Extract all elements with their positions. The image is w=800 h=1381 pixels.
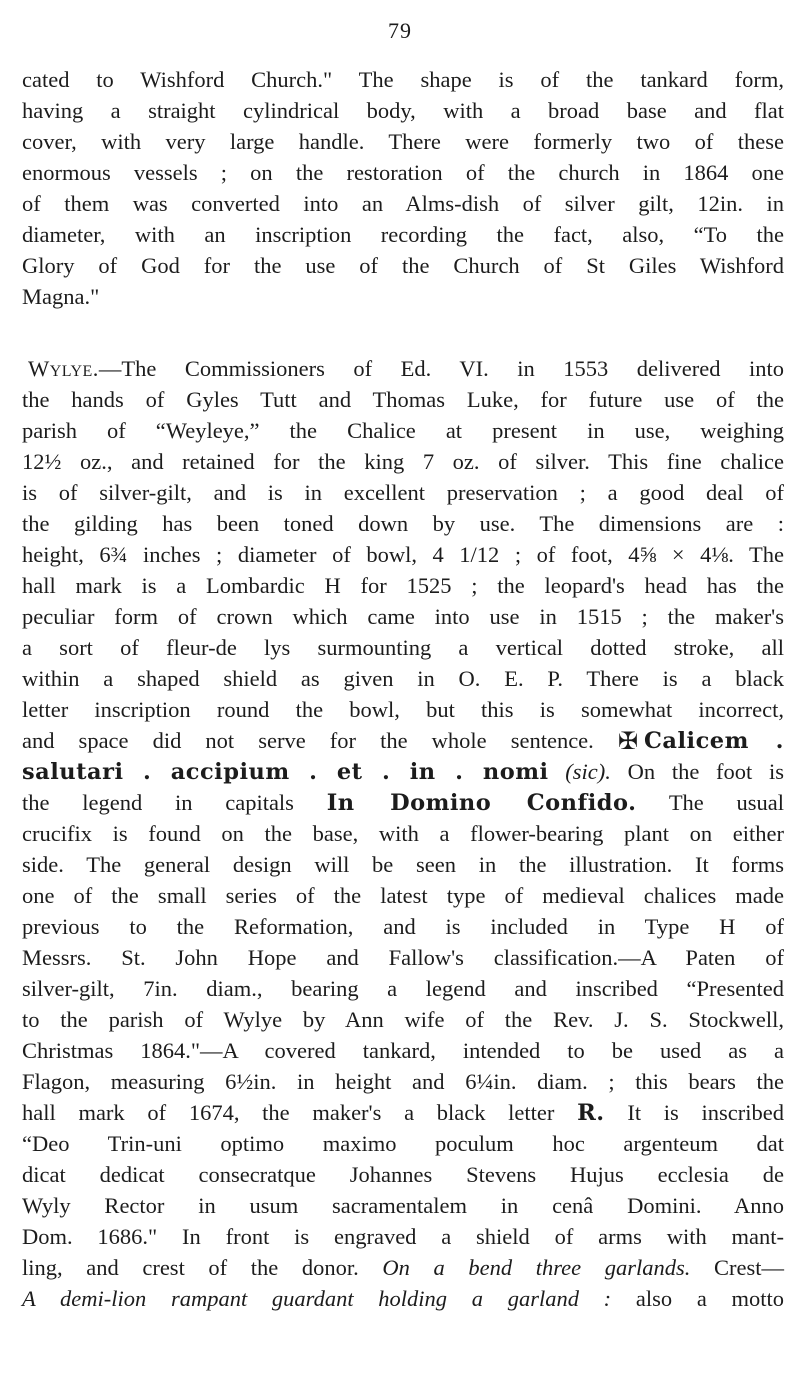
cross-pattee-icon: ✠: [617, 727, 638, 755]
blackletter-inscription: R.: [577, 1100, 605, 1126]
text-line: Messrs. St. John Hope and Fallow's classification.—A Paten of: [22, 945, 784, 970]
text-line: “Deo Trin-uni optimo maximo poculum hoc argenteum dat: [22, 1131, 784, 1156]
text-segment: On the foot is: [627, 759, 784, 784]
text-line: peculiar form of crown which came into use in 1515 ; the maker's: [22, 604, 784, 629]
text-segment: Crest—: [714, 1255, 785, 1280]
text-line: diameter, with an inscription recording the fact, also, “To the: [22, 222, 784, 247]
text-line: height, 6¾ inches ; diameter of bowl, 4 1/12 ; of foot, 4⅝ × 4⅛. The: [22, 542, 784, 567]
section-heading: Wylye.: [28, 356, 99, 381]
text-line: cover, with very large handle. There were formerly two of these: [22, 129, 784, 154]
text-line: [22, 1252, 784, 1283]
text-segment: also a motto: [635, 1286, 785, 1311]
text-line: 12½ oz., and retained for the king 7 oz. of silver. This fine chalice: [22, 449, 784, 474]
text-line: previous to the Reformation, and is included in Type H of: [22, 914, 784, 939]
text-line: Magna.": [22, 284, 100, 309]
text-segment: ling, and crest of the donor.: [22, 1255, 359, 1280]
text-line: to the parish of Wylye by Ann wife of the Rev. J. S. Stockwell,: [22, 1007, 784, 1032]
blackletter-inscription: In Domino Confido.: [326, 790, 637, 816]
text-segment: and space did not serve for the whole sentence.: [22, 728, 594, 753]
text-line: the gilding has been toned down by use. The dimensions are :: [22, 511, 784, 536]
text-line: one of the small series of the latest type of medieval chalices made: [22, 883, 784, 908]
text-line: cated to Wishford Church." The shape is of the tankard form,: [22, 67, 784, 92]
paragraph-wylye: [22, 353, 784, 1314]
text-line: [22, 725, 784, 756]
text-line: of them was converted into an Alms-dish of silver gilt, 12in. in: [22, 191, 784, 216]
text-segment: hall mark of 1674, the maker's a black letter: [22, 1100, 555, 1125]
text-line: parish of “Weyleye,” the Chalice at present in use, weighing: [22, 418, 784, 443]
text-line: Christmas 1864."—A covered tankard, intended to be used as a: [22, 1038, 784, 1063]
text-line: [22, 787, 784, 818]
text-line: [22, 353, 784, 384]
text-line: the hands of Gyles Tutt and Thomas Luke, for future use of the: [22, 387, 784, 412]
text-line: letter inscription round the bowl, but this is somewhat incorrect,: [22, 697, 784, 722]
text-line: crucifix is found on the base, with a flower-bearing plant on either: [22, 821, 784, 846]
text-line: Glory of God for the use of the Church of St Giles Wishford: [22, 253, 784, 278]
page-number: 79: [388, 18, 412, 43]
text-line: [22, 1097, 784, 1128]
blackletter-inscription: Calicem .: [643, 728, 785, 754]
text-line: enormous vessels ; on the restoration of the church in 1864 one: [22, 160, 784, 185]
text-line: side. The general design will be seen in the illustration. It forms: [22, 852, 784, 877]
text-line: hall mark is a Lombardic H for 1525 ; the leopard's head has the: [22, 573, 784, 598]
text-line: silver-gilt, 7in. diam., bearing a legend and inscribed “Presented: [22, 976, 784, 1001]
text-segment: the legend in capitals: [22, 790, 294, 815]
heraldic-description: On a bend three garlands.: [382, 1255, 691, 1280]
heraldic-description: A demi-lion rampant guardant holding a garland :: [22, 1286, 612, 1311]
text-line: Dom. 1686." In front is engraved a shield of arms with mant-: [22, 1224, 784, 1249]
paragraph-wishford: [22, 64, 784, 312]
text-segment: It is inscribed: [627, 1100, 784, 1125]
text-line: dicat dedicat consecratque Johannes Stevens Hujus ecclesia de: [22, 1162, 784, 1187]
blackletter-inscription: salutari . accipium . et . in . nomi: [22, 759, 549, 785]
text-line: a sort of fleur-de lys surmounting a vertical dotted stroke, all: [22, 635, 784, 660]
text-line: is of silver-gilt, and is in excellent preservation ; a good deal of: [22, 480, 784, 505]
text-line: [22, 756, 784, 787]
text-line: Flagon, measuring 6½in. in height and 6¼in. diam. ; this bears the: [22, 1069, 784, 1094]
sic-note: (sic).: [565, 759, 611, 784]
text-line: Wyly Rector in usum sacramentalem in cenâ Domini. Anno: [22, 1193, 784, 1218]
text-line: having a straight cylindrical body, with a broad base and flat: [22, 98, 784, 123]
text-segment: The usual: [668, 790, 785, 815]
text-line: [22, 1283, 784, 1314]
text-segment: —The Commissioners of Ed. VI. in 1553 delivered into: [98, 356, 784, 381]
text-line: within a shaped shield as given in O. E. P. There is a black: [22, 666, 784, 691]
